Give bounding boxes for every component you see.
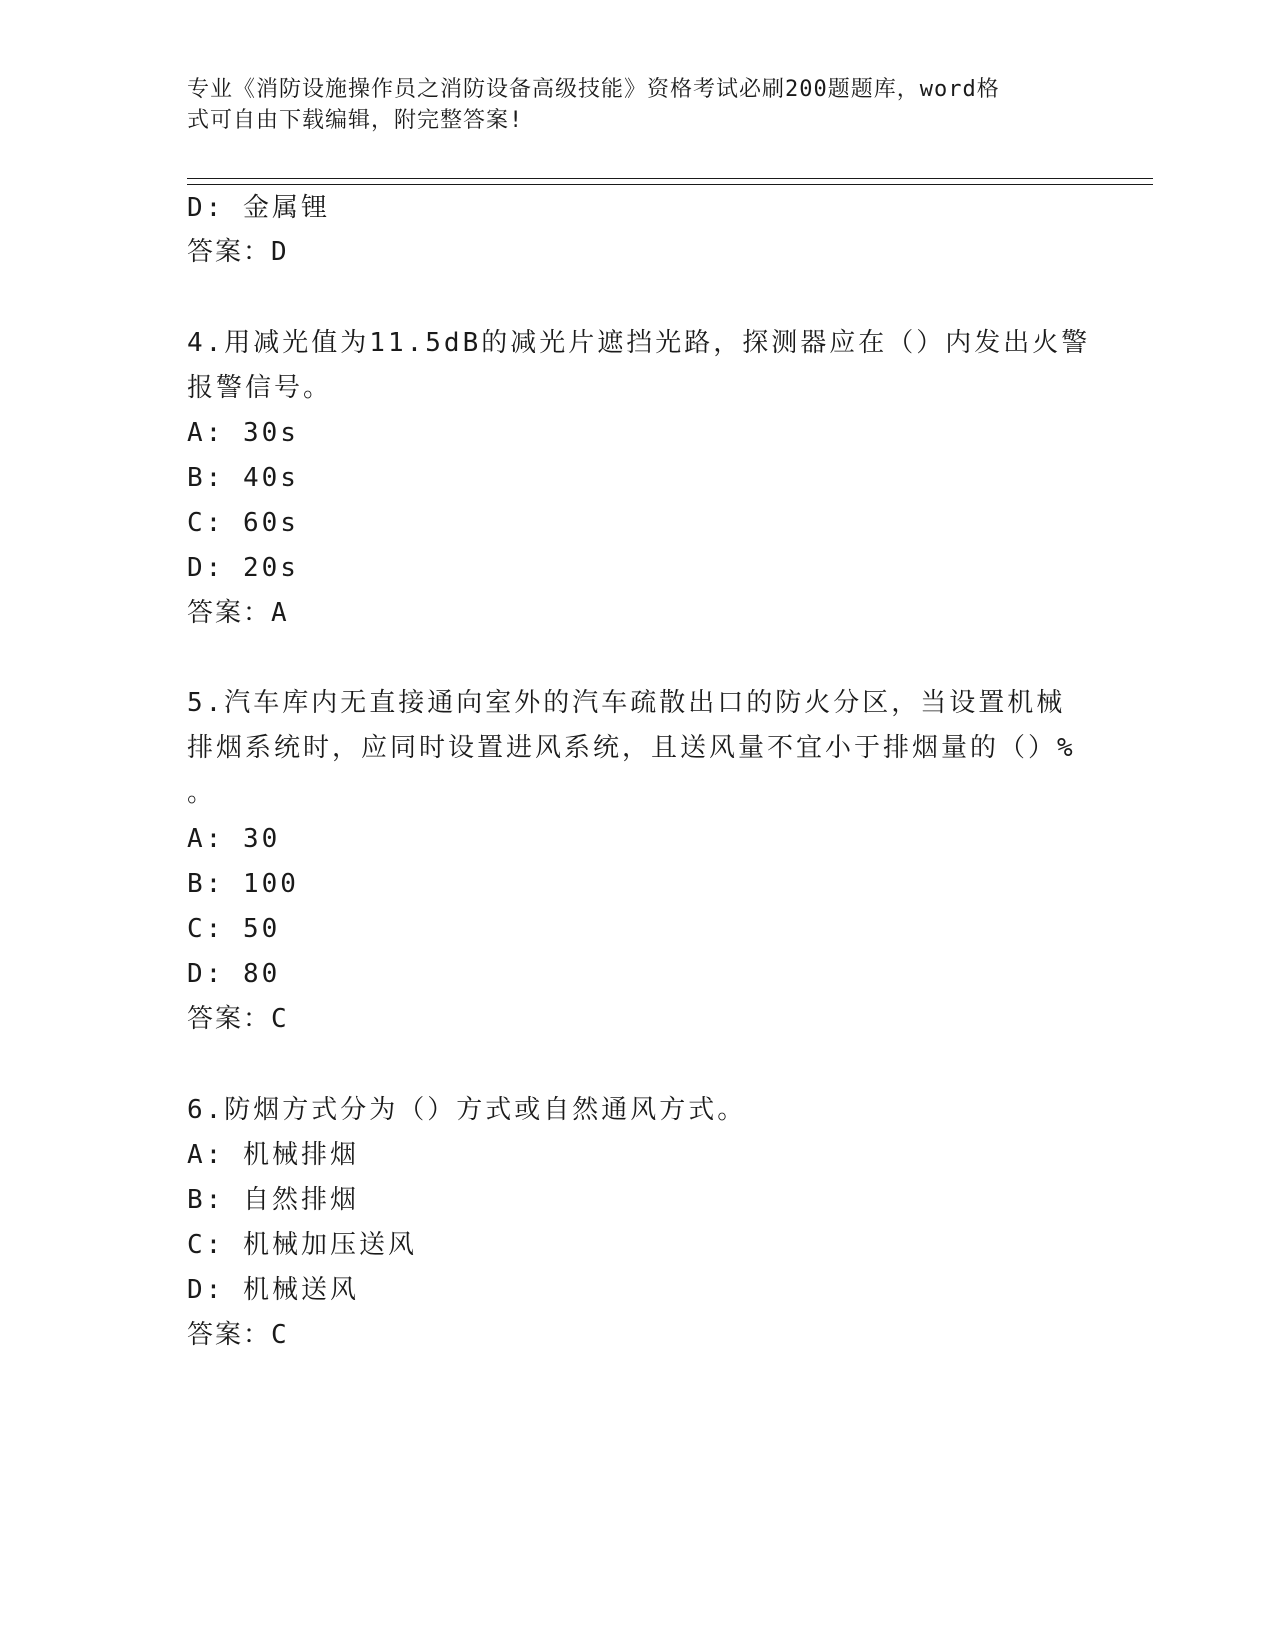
q4-answer: 答案：A — [187, 598, 289, 628]
q6-option-a: A: 机械排烟 — [187, 1140, 359, 1170]
q6-option-c: C: 机械加压送风 — [187, 1230, 417, 1260]
q4-option-b: B: 40s — [187, 463, 299, 493]
q6-option-d: D: 机械送风 — [187, 1275, 359, 1305]
q5-option-d: D: 80 — [187, 959, 281, 989]
prev-answer: 答案：D — [187, 237, 289, 267]
q4-text-line-2: 报警信号。 — [187, 373, 333, 403]
prev-option-d: D: 金属锂 — [187, 193, 330, 223]
q4-option-a: A: 30s — [187, 418, 299, 448]
q5-answer: 答案：C — [187, 1004, 289, 1034]
document-header — [187, 74, 1077, 136]
q4-option-d: D: 20s — [187, 553, 299, 583]
header-line-2: 式可自由下载编辑，附完整答案! — [187, 108, 524, 133]
q5-text-line-3: 。 — [187, 778, 217, 808]
q6-text-line-1: 6.防烟方式分为（）方式或自然通风方式。 — [187, 1095, 747, 1125]
q5-text-line-1: 5.汽车库内无直接通向室外的汽车疏散出口的防火分区，当设置机械 — [187, 688, 1066, 718]
q6-option-b: B: 自然排烟 — [187, 1185, 359, 1215]
q5-option-c: C: 50 — [187, 914, 281, 944]
header-line-1: 专业《消防设施操作员之消防设备高级技能》资格考试必刷200题题库，word格 — [187, 77, 1000, 102]
q5-text-line-2: 排烟系统时，应同时设置进风系统，且送风量不宜小于排烟量的（）% — [187, 733, 1076, 763]
q4-text-line-1: 4.用减光值为11.5dB的减光片遮挡光路，探测器应在（）内发出火警 — [187, 328, 1091, 358]
q4-option-c: C: 60s — [187, 508, 299, 538]
q5-option-a: A: 30 — [187, 824, 281, 854]
q5-option-b: B: 100 — [187, 869, 299, 899]
q6-answer: 答案：C — [187, 1320, 289, 1350]
header-divider — [187, 178, 1153, 185]
